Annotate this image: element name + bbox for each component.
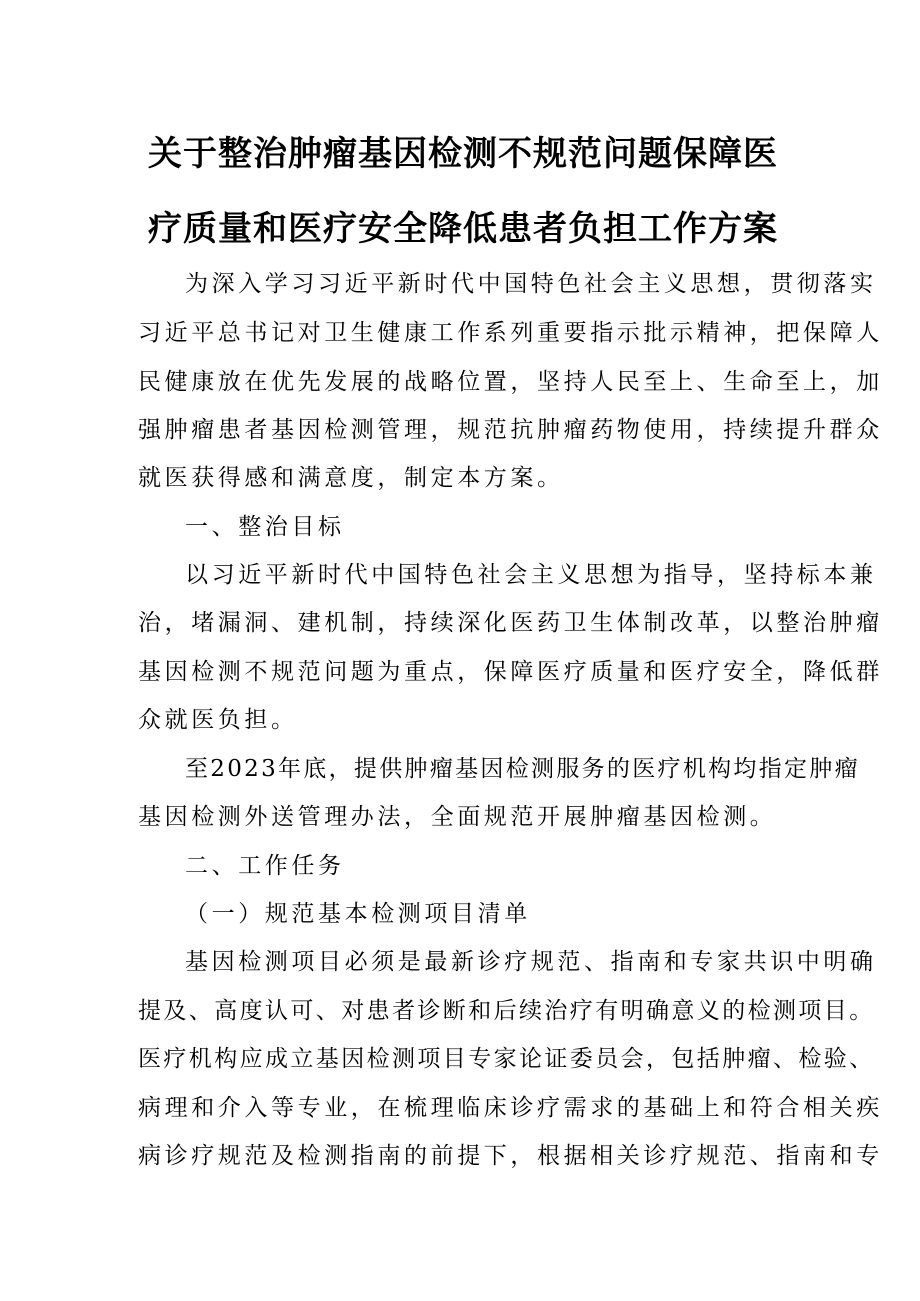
deadline-paragraph-line: 基因检测外送管理办法，全面规范开展肿瘤基因检测。 — [138, 804, 777, 830]
goals-paragraph-line: 众就医负担。 — [138, 707, 298, 733]
goals-paragraph-line: 基因检测不规范问题为重点，保障医疗质量和医疗安全，降低群 — [138, 659, 883, 685]
tasks-paragraph-line: 基因检测项目必须是最新诊疗规范、指南和专家共识中明确 — [185, 949, 877, 975]
intro-paragraph-line: 为深入学习习近平新时代中国特色社会主义思想，贯彻落实 — [185, 271, 877, 297]
section-heading-tasks: 二、工作任务 — [185, 853, 345, 879]
section-heading-goals: 一、整治目标 — [185, 514, 345, 540]
goals-paragraph-line: 治，堵漏洞、建机制，持续深化医药卫生体制改革，以整治肿瘤 — [138, 610, 883, 636]
tasks-paragraph-line: 病诊疗规范及检测指南的前提下，根据相关诊疗规范、指南和专 — [138, 1143, 883, 1169]
tasks-paragraph-line: 病理和介入等专业，在梳理临床诊疗需求的基础上和符合相关疾 — [138, 1095, 883, 1121]
intro-paragraph-line: 习近平总书记对卫生健康工作系列重要指示批示精神，把保障人 — [138, 320, 883, 346]
tasks-paragraph-line: 医疗机构应成立基因检测项目专家论证委员会，包括肿瘤、检验、 — [138, 1046, 875, 1072]
intro-paragraph-line: 民健康放在优先发展的战略位置，坚持人民至上、生命至上，加 — [138, 369, 883, 395]
deadline-paragraph-line: 至2023年底，提供肿瘤基因检测服务的医疗机构均指定肿瘤 — [185, 756, 860, 782]
intro-paragraph-line: 就医获得感和满意度，制定本方案。 — [138, 465, 564, 491]
subsection-heading-basic-items: （一）规范基本检测项目清单 — [185, 901, 531, 927]
goals-paragraph-line: 以习近平新时代中国特色社会主义思想为指导，坚持标本兼 — [185, 562, 877, 588]
tasks-paragraph-line: 提及、高度认可、对患者诊断和后续治疗有明确意义的检测项目。 — [138, 998, 875, 1024]
intro-paragraph-line: 强肿瘤患者基因检测管理，规范抗肿瘤药物使用，持续提升群众 — [138, 417, 883, 443]
document-title-line-1: 关于整治肿瘤基因检测不规范问题保障医 — [148, 134, 778, 174]
document-title-line-2: 疗质量和医疗安全降低患者负担工作方案 — [148, 209, 778, 249]
